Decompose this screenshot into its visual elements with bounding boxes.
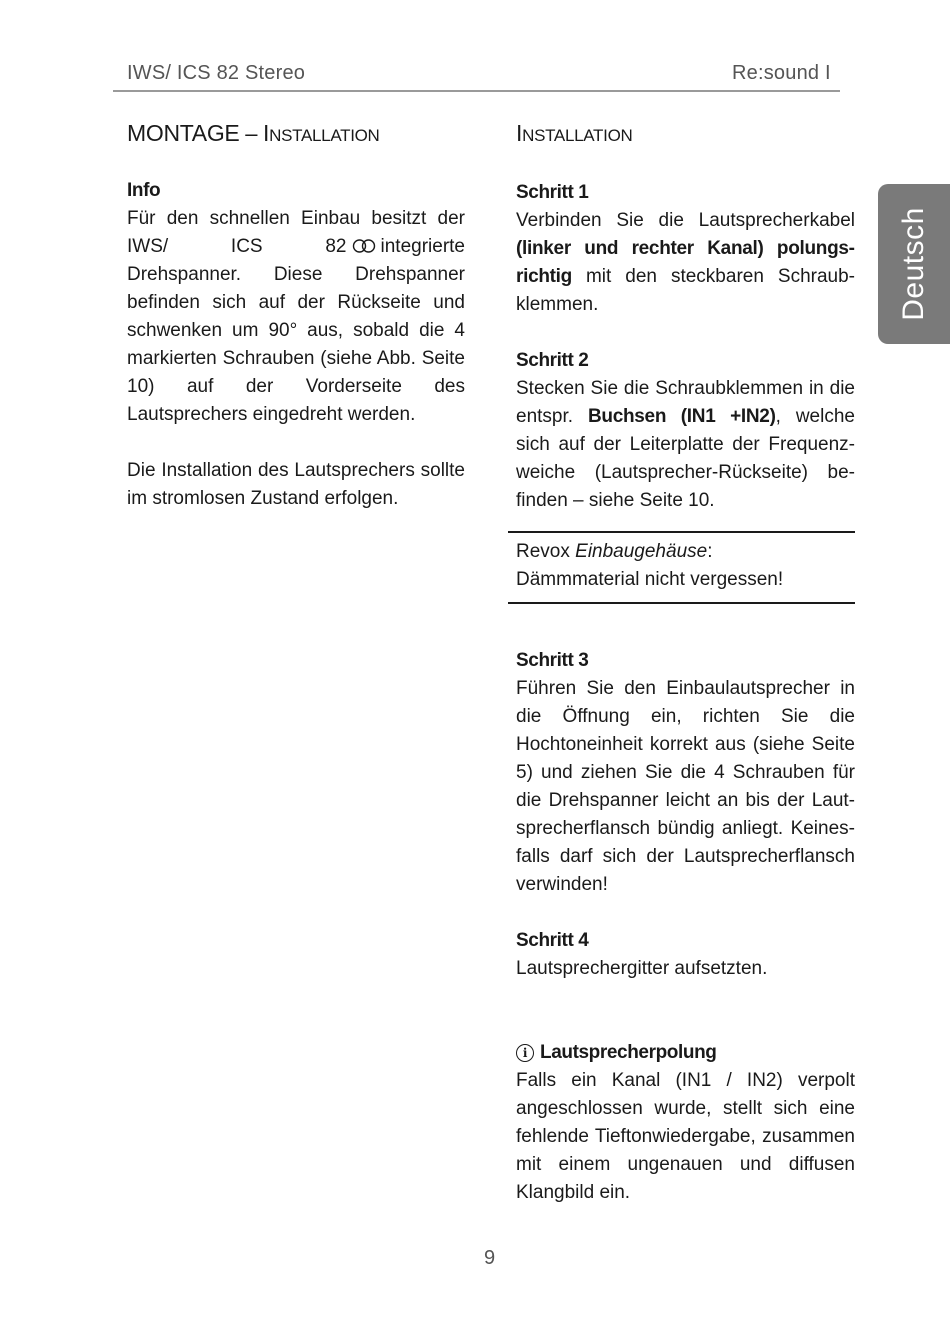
note-prefix: Revox <box>516 541 576 562</box>
step2-heading: Schritt 2 <box>516 350 589 371</box>
housing-note-box <box>508 531 855 604</box>
running-header-product: IWS/ ICS 82 Stereo <box>127 62 306 84</box>
header-rule <box>113 90 840 92</box>
info-para1-end: integrierte Drehspanner. Diese Drehspanner befinden sich auf der Rückseite und schwenken um 90° aus, sobald die 4 markierten Schrauben (siehe Abb. Seite 10) auf der Vorderseite des Lautsprechers eingedreht werden. <box>127 236 465 425</box>
title-smallcaps: NSTALLATION <box>269 126 380 145</box>
section-title-montage <box>127 116 465 153</box>
polarity-heading <box>516 1039 855 1067</box>
note-italic: Einbaugehäuse <box>575 541 708 562</box>
step4-text: Lautsprechergitter aufsetzten. <box>516 958 768 979</box>
step2-text-start: Stecken Sie die Schraubklemmen in die entspr. <box>516 378 855 427</box>
note-colon: : <box>707 541 713 562</box>
note-line-2: Dämmmaterial nicht vergessen! <box>516 569 784 590</box>
title-first-letter: I <box>263 120 270 146</box>
step2-emphasis: Buchsen (IN1 +IN2) <box>587 406 776 427</box>
info-heading: Info <box>127 180 161 201</box>
step3-text: Führen Sie den Einbaulautsprecher in die Öffnung ein, richten Sie die Hochtoneinheit korrekt aus (siehe Seite 5) und ziehen Sie die 4 Schrauben für die Drehspanner leicht an bis der Lautsprecherflansch bündig anliegt. Keinesfalls darf sich der Lautsprecherflansch verwinden! <box>516 678 855 895</box>
step1-heading: Schritt 1 <box>516 182 589 203</box>
step4-heading: Schritt 4 <box>516 930 589 951</box>
title-smallcaps: NSTALLATION <box>522 126 633 145</box>
stereo-rings-icon <box>351 239 377 253</box>
running-header-series: Re:sound I <box>732 62 831 84</box>
title-main: MONTAGE <box>127 120 240 146</box>
step1-text <box>516 207 855 319</box>
step3-heading: Schritt 3 <box>516 650 589 671</box>
step2-text <box>516 375 855 515</box>
language-tab-label: Deutsch <box>897 207 930 321</box>
polarity-text: Falls ein Kanal (IN1 / IN2) verpolt angeschlossen wurde, stellt sich eine fehlende Tieftonwiedergabe, zusammen mit einem ungenauen und diffusen Klangbild ein. <box>516 1070 855 1203</box>
info-paragraph-1 <box>127 205 465 429</box>
polarity-heading-label: Lautsprecherpolung <box>540 1042 717 1063</box>
info-para1-start: Für den schnellen Einbau besitzt der IWS/ ICS 82 <box>127 208 465 257</box>
note-line-1 <box>516 538 855 566</box>
step1-emphasis: (linker und rechter Kanal) polungsrichtig <box>516 238 855 287</box>
step1-text-end: mit den steckbaren Schraubklemmen. <box>516 266 855 315</box>
language-tab[interactable] <box>878 184 950 344</box>
title-first-letter: I <box>516 120 523 146</box>
section-title-installation <box>516 116 855 153</box>
step2-text-end: , welche sich auf der Leiterplatte der Frequenzweiche (Lautsprecher-Rückseite) befinden – siehe Seite 10. <box>516 406 855 511</box>
left-column <box>127 116 465 513</box>
info-paragraph-2: Die Installation des Lautsprechers sollte im stromlosen Zustand erfolgen. <box>127 460 465 509</box>
title-dash: – <box>239 121 264 146</box>
step1-text-start: Verbinden Sie die Lautsprecherkabel <box>516 210 855 231</box>
info-circle-icon: i <box>516 1044 534 1062</box>
right-column <box>516 116 855 1207</box>
page-number: 9 <box>484 1247 496 1269</box>
